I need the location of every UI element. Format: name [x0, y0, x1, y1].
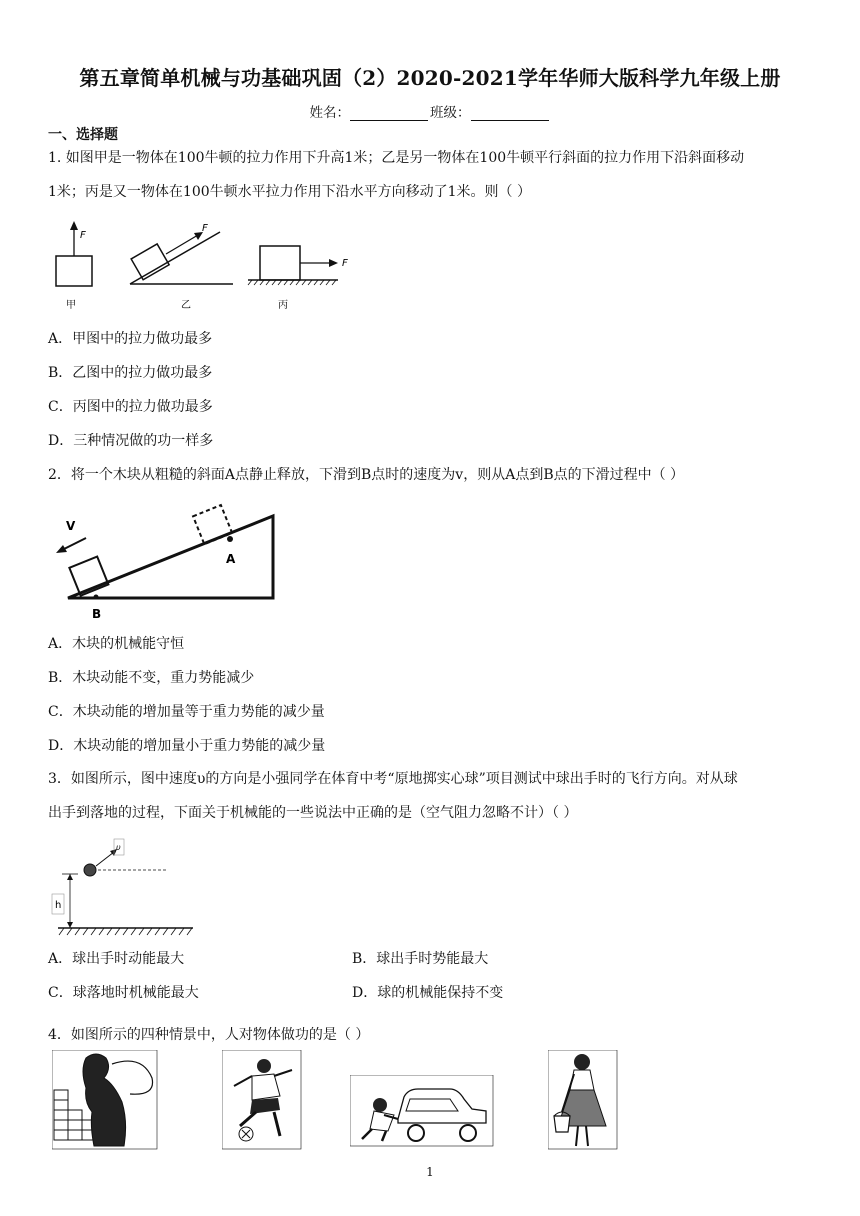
label-a: A	[226, 552, 236, 566]
question-2-options	[48, 627, 820, 763]
bing-block	[260, 246, 300, 280]
label-b: B	[92, 607, 102, 621]
question-2-option-b[interactable]: B．木块动能不变，重力势能减少	[48, 670, 255, 686]
velocity-arrow	[62, 538, 86, 550]
woman-top	[570, 1070, 594, 1090]
question-3-option-c[interactable]: C．球落地时机械能最大	[48, 985, 199, 1001]
car-wheel-rear	[408, 1125, 424, 1141]
question-3-figure	[48, 836, 198, 940]
question-3-options	[48, 942, 820, 1010]
question-1-options	[48, 322, 820, 458]
pusher-head	[373, 1098, 387, 1112]
question-4-picture-3	[350, 1075, 494, 1147]
carried-bag	[112, 1061, 153, 1094]
question-1-option-c[interactable]: C．丙图中的拉力做功最多	[48, 399, 213, 415]
bucket	[554, 1116, 570, 1132]
section-heading: 一、选择题	[48, 127, 118, 143]
question-1-line1: 1. 如图甲是一物体在100牛顿的拉力作用下升高1米；乙是另一物体在100牛顿平行斜面的拉力作用下沿斜面移动	[48, 150, 745, 166]
question-1-line2: 1米；丙是又一物体在100牛顿水平拉力作用下沿水平方向移动了1米。则（ ）	[48, 184, 531, 200]
jia-block	[56, 256, 92, 286]
class-label: 班级：	[430, 105, 471, 121]
question-3-line1: 3．如图所示，图中速度υ的方向是小强同学在体育中考“原地掷实心球”项目测试中球出手时的飞行方向。对从球	[48, 771, 738, 787]
label-h: h	[55, 900, 62, 911]
label-v: υ	[116, 843, 121, 852]
ground-hatch	[59, 928, 192, 935]
question-2-line1: 2．将一个木块从粗糙的斜面A点静止释放，下滑到B点时的速度为v，则从A点到B点的下滑过程中（ ）	[48, 467, 685, 483]
yi-caption: 乙	[181, 300, 191, 311]
question-4-picture-2	[222, 1050, 302, 1150]
question-1-stem	[48, 141, 820, 209]
point-b	[94, 595, 99, 600]
player-head	[257, 1059, 271, 1073]
yi-block	[131, 244, 169, 280]
yi-force-label: F	[202, 223, 208, 234]
yi-incline	[130, 232, 220, 284]
question-1-figure	[48, 218, 368, 318]
car-body	[398, 1089, 486, 1123]
point-a	[227, 536, 233, 542]
page-title: 第五章简单机械与功基础巩固（2）2020-2021学年华师大版科学九年级上册	[79, 66, 781, 90]
block-at-a-dashed	[193, 505, 232, 544]
question-4-picture-4	[548, 1050, 618, 1150]
velocity-arrow	[96, 852, 114, 866]
jia-caption: 甲	[66, 300, 76, 311]
question-3-option-a[interactable]: A．球出手时动能最大	[48, 951, 185, 967]
name-blank	[350, 107, 428, 121]
bing-force-label: F	[342, 258, 348, 269]
woman-head	[574, 1054, 590, 1070]
car-wheel-front	[460, 1125, 476, 1141]
name-label: 姓名：	[309, 105, 350, 121]
label-v: V	[66, 519, 76, 533]
pusher-body	[370, 1111, 394, 1131]
yi-force-arrow	[166, 235, 198, 254]
question-4-picture-1	[52, 1050, 158, 1150]
question-2-option-c[interactable]: C．木块动能的增加量等于重力势能的减少量	[48, 704, 325, 720]
bing-caption: 丙	[278, 300, 288, 311]
jia-force-label: F	[80, 230, 86, 241]
incline-triangle	[68, 516, 273, 598]
question-2-stem	[48, 458, 820, 492]
page-number: 1	[426, 1165, 434, 1179]
question-3-stem	[48, 762, 820, 830]
question-4-line1: 4．如图所示的四种情景中，人对物体做功的是（ ）	[48, 1027, 370, 1043]
question-3-option-b[interactable]: B．球出手时势能最大	[352, 951, 489, 967]
question-1-option-a[interactable]: A．甲图中的拉力做功最多	[48, 331, 213, 347]
question-1-option-b[interactable]: B．乙图中的拉力做功最多	[48, 365, 213, 381]
ball	[84, 864, 96, 876]
question-4-stem	[48, 1018, 820, 1052]
class-blank	[471, 107, 549, 121]
woman-legs	[576, 1126, 588, 1146]
question-2-option-d[interactable]: D．木块动能的增加量小于重力势能的减少量	[48, 738, 326, 754]
question-3-option-d[interactable]: D．球的机械能保持不变	[352, 985, 504, 1001]
question-1-option-d[interactable]: D．三种情况做的功一样多	[48, 433, 214, 449]
name-class-line	[0, 101, 860, 121]
question-2-figure	[48, 500, 288, 625]
question-3-line2: 出手到落地的过程，下面关于机械能的一些说法中正确的是（空气阻力忽略不计）（ ）	[48, 805, 578, 821]
question-2-option-a[interactable]: A．木块的机械能守恒	[48, 636, 185, 652]
player-shirt	[252, 1074, 280, 1100]
